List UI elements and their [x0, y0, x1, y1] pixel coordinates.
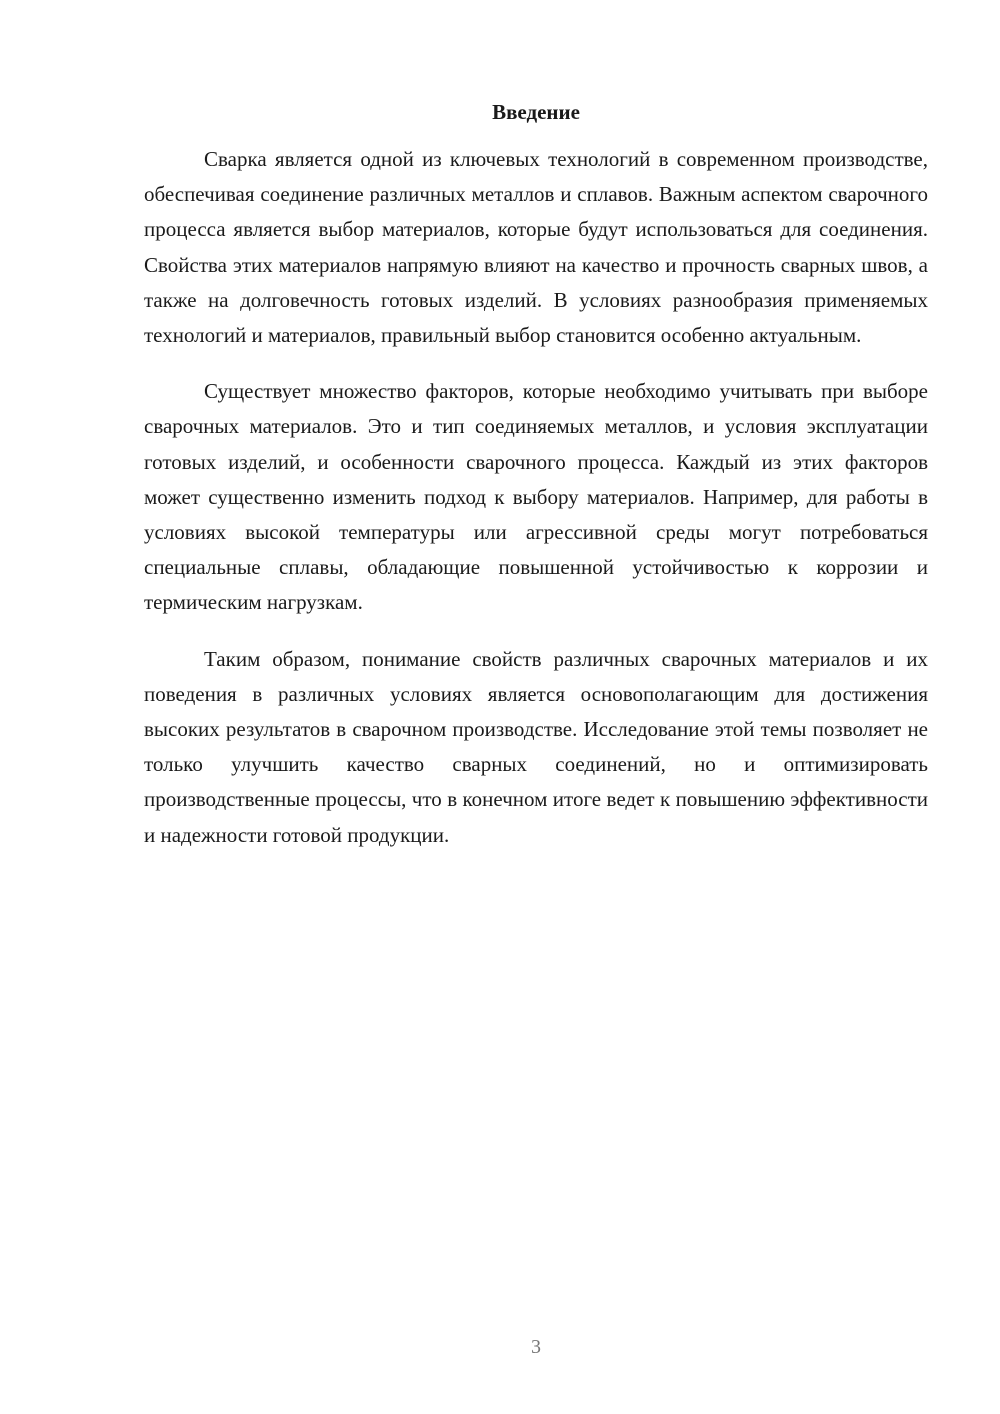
section-heading: Введение [492, 100, 580, 124]
page-number: 3 [531, 1336, 541, 1358]
paragraph-3: Таким образом, понимание свойств различных сварочных материалов и их поведения в различных условиях является основополагающим для достижения высоких результатов в сварочном производстве. Исследование этой темы позволяет не только улучшить качество сварных соединений, но и оптимизировать производственные процессы, что в конечном итоге ведет к повышению эффективности и надежности готовой продукции. [144, 646, 928, 847]
paragraph-1: Сварка является одной из ключевых технологий в современном производстве, обеспечивая соединение различных металлов и сплавов. Важным аспектом сварочного процесса является выбор материалов, которые будут использоваться для соединения. Свойства этих материалов напрямую влияют на качество и прочность сварных швов, а также на долговечность готовых изделий. В условиях разнообразия применяемых технологий и материалов, правильный выбор становится особенно актуальным. [144, 147, 928, 348]
body-text [144, 142, 928, 874]
paragraph-2: Существует множество факторов, которые необходимо учитывать при выборе сварочных материалов. Это и тип соединяемых металлов, и условия эксплуатации готовых изделий, и особенности сварочного процесса. Каждый из этих факторов может существенно изменить подход к выбору материалов. Например, для работы в условиях высокой температуры или агрессивной среды могут потребоваться специальные сплавы, обладающие повышенной устойчивостью к коррозии и термическим нагрузкам. [144, 379, 928, 615]
